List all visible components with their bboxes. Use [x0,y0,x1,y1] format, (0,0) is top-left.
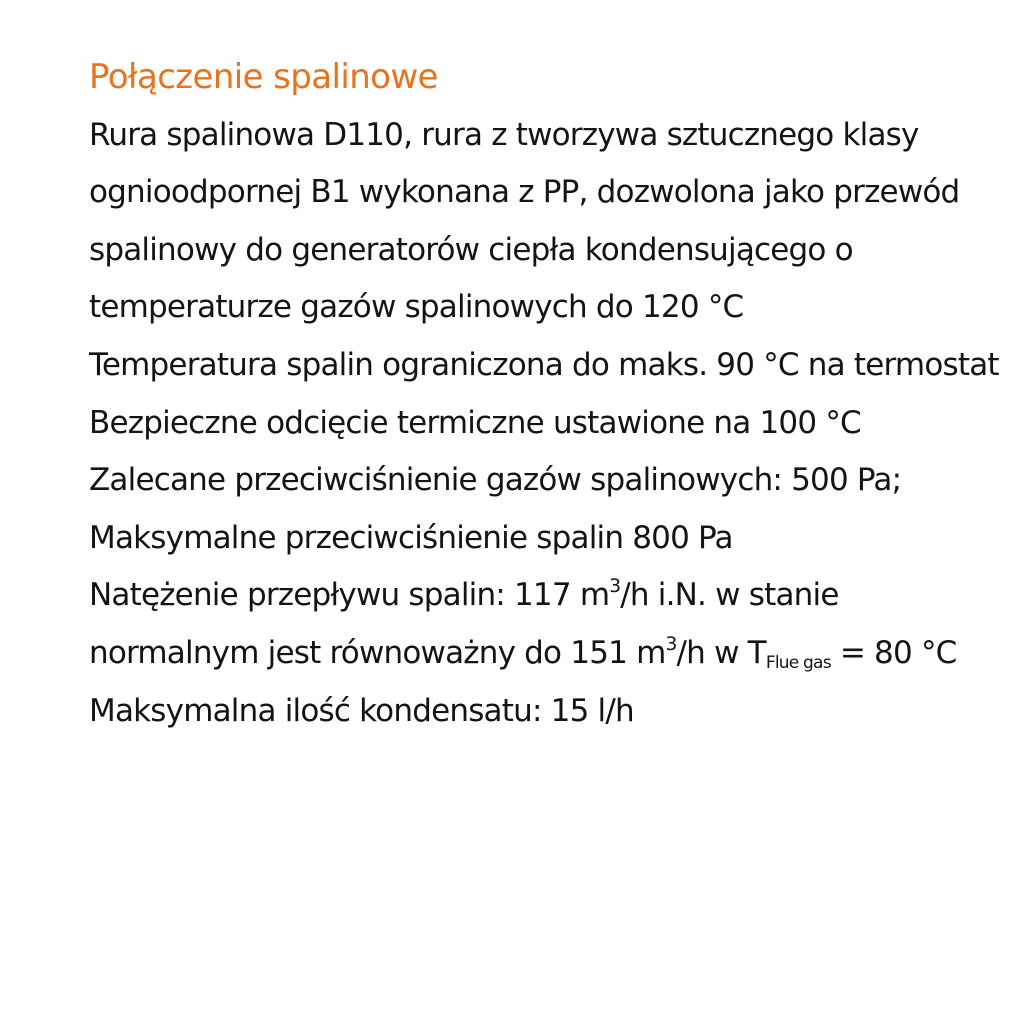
flow-rate-text-1: Natężenie przepływu spalin: 117 m [89,577,610,614]
section-title: Połączenie spalinowe [89,57,438,97]
flow-rate-text-4: = 80 °C [830,634,957,671]
section-body [89,107,999,741]
paragraph-flow-rate [89,567,999,682]
paragraph-flue-temp-limit: Temperatura spalin ograniczona do maks. 90 °C na termostat [89,346,999,383]
flow-rate-text-2: /h i.N. w stanie normalnym jest równoważny do 151 m [89,577,839,671]
paragraph-thermal-cutoff: Bezpieczne odcięcie termiczne ustawione na 100 °C [89,404,861,441]
paragraph-flue-pipe: Rura spalinowa D110, rura z tworzywa sztucznego klasy ognioodpornej B1 wykonana z PP, dozwolona jako przewód spalinowy do generatorów ciepła kondensującego o temperaturze gazów spalinowych do 120 °C [89,116,960,326]
flow-rate-superscript-1: 3 [609,576,621,598]
paragraph-backpressure: Zalecane przeciwciśnienie gazów spalinowych: 500 Pa; Maksymalne przeciwciśnienie spalin 800 Pa [89,462,902,556]
flow-rate-superscript-2: 3 [665,633,677,655]
paragraph-condensate: Maksymalna ilość kondensatu: 15 l/h [89,692,634,729]
flow-rate-text-3: /h w T [676,634,766,671]
flow-rate-subscript: Flue gas [765,653,831,674]
document [89,49,999,740]
